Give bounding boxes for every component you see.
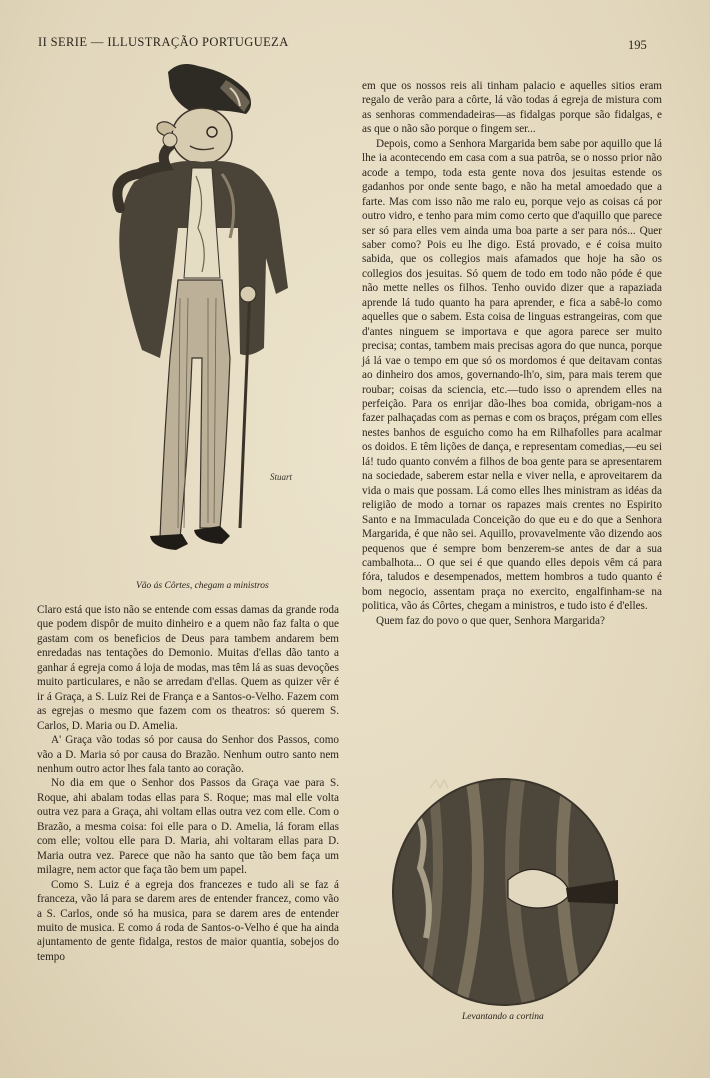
- paragraph: No dia em que o Senhor dos Passos da Graça vae para S. Roque, ahi abalam todas ellas para S. Roque; mas mal elle volta outra vez para a Graça, ahi voltam ellas outra vez com elle. Com o Brazão, a mesma coisa: foi elle para o D. Amelia, lá foram ellas com elle; voltou elle para D. Maria, ahi voltaram ellas para D. Maria outra vez. Parece que não ha santo que tão bem faça um milagre, nem actor que faça tão bem um papel.: [37, 777, 339, 877]
- paragraph: Quem faz do povo o que quer, Senhora Margarida?: [376, 614, 605, 627]
- figure-caption-bottom: Levantando a cortina: [462, 1012, 544, 1022]
- paragraph: em que os nossos reis ali tinham palacio e aquelles sitios eram regalo de verão para a côrte, lá vão todas á egreja de mistura com as senhoras commendadeiras—as fidalgas porque são fidalgas, e as que o não são porque o fingem ser...: [362, 80, 662, 136]
- figure-caption-top: Vão ás Côrtes, chegam a ministros: [136, 581, 269, 591]
- paragraph: Como S. Luiz é a egreja dos francezes e tudo ali se faz á franceza, vão lá para se darem ares de entender francez, como vão a S. Carlos, onde só ha musica, para se darem ares de entender muito de musica. E como á roda de Santos-o-Velho é que ha ainda ajuntamento de gente fidalga, restos de maior quantia, sobejos do tempo: [37, 878, 339, 963]
- paragraph: A' Graça vão todas só por causa do Senhor dos Passos, como vão a D. Maria só por causa do Brazão. Nenhum outro santo nem nenhum outro actor lhes fala tanto ao coração.: [37, 734, 339, 775]
- left-text-column: [37, 603, 339, 964]
- paragraph: Depois, como a Senhora Margarida bem sabe por aquillo que lá lhe ia acontecendo em casa com a sua patrôa, se o nosso prior não acode a tempo, toda esta gente nova dos jesuitas estende os gadanhos por onde sente bago, e não ha metal amoedado que a farte. Mas com isso não me ralo eu, porque vejo as coisas cá por outro vidro, e tenho para mim como certo que d'aquillo que parece ser só para elles vem ainda uma boa parte a ser para nós... Quer saber como? Pois eu lhe digo. Está provado, e é coisa muito sabida, que os collegios mais afamados que hoje ha são os collegios dos jesuitas. Só quem de todo em todo não póde é que não mette nelles os filhos. Tenho ouvido dizer que a rapaziada aprende lá tudo quanto ha para aprender, e fica a sabê-lo como aquelles que o sabem. Esta coisa de linguas estrangeiras, com que d'antes ninguem se importava e que agora parece ser muito precisa; contas, tambem mais precisas agora do que nunca, porque já lá vae o tempo em que só os mordomos é que deitavam contas ao dinheiro dos amos, governando-lh'o, sim, para mais terem que roubar; coisas da sciencia, etc.—tudo isso o aprendem elles na perfeição. Para os enrijar dão-lhes boa comida, obrigam-nos a fazer palhaçadas com as pernas e com os braços, prégam com elles nestes banhos de esguicho como ha em Rilhafolles para acalmar os doidos. E têm lições de dança, e representam comedias,—eu sei lá! tudo quanto convém a filhos de boa gente para se apresentarem na sociedade, saberem estar nella e viver nella, e aproveitarem da vida o mais que possam. Lá como elles lhes ministram as idéas da religião de modo a tornar os rapazes mais crentes no Espirito Santo e na Immaculada Conceição do que eu e do que a Senhora Margarida, é que não sei. Aquillo, provavelmente vão dizendo aos pequenos que é sempre bom benzerem-se antes de dar a sua cambalhota... O que sei é que quando elles depois vêm cá para fóra, taludos e desempenados, mettem hombros a tudo quanto é bom negocio, assentam praça no exercito, engalfinham-se na politica, vão ás Côrtes, chegam a ministros, e tudo isto é d'elles.: [362, 137, 662, 613]
- hat-icon: [168, 64, 251, 114]
- artist-signature: Stuart: [270, 472, 293, 482]
- running-header: II SERIE — ILLUSTRAÇÃO PORTUGUEZA: [38, 35, 289, 49]
- page-number: 195: [628, 38, 647, 52]
- illustration-curtain: [390, 768, 618, 1008]
- right-text-column: [362, 79, 662, 628]
- paragraph: Claro está que isto não se entende com essas damas da grande roda que podem dispôr de muito dinheiro e a quem não faz falta o que gastam com os beneficios de Deus para tambem andarem bem enredadas nas tentações do Demonio. Muitas d'ellas dão tanto a ganhar á egreja como á loja de modas, mas têm lá as suas devoções muito particulares, e não se arredam d'ellas. Quem as quizer vêr é ir á Graça, a S. Luiz Rei de França e a Santos-o-Velho. Fazem com as egrejas o mesmo que fazem com os theatros: só querem S. Carlos, D. Maria ou D. Amelia.: [37, 604, 339, 732]
- crown-icon: [430, 780, 448, 788]
- illustration-gentleman: [80, 58, 310, 578]
